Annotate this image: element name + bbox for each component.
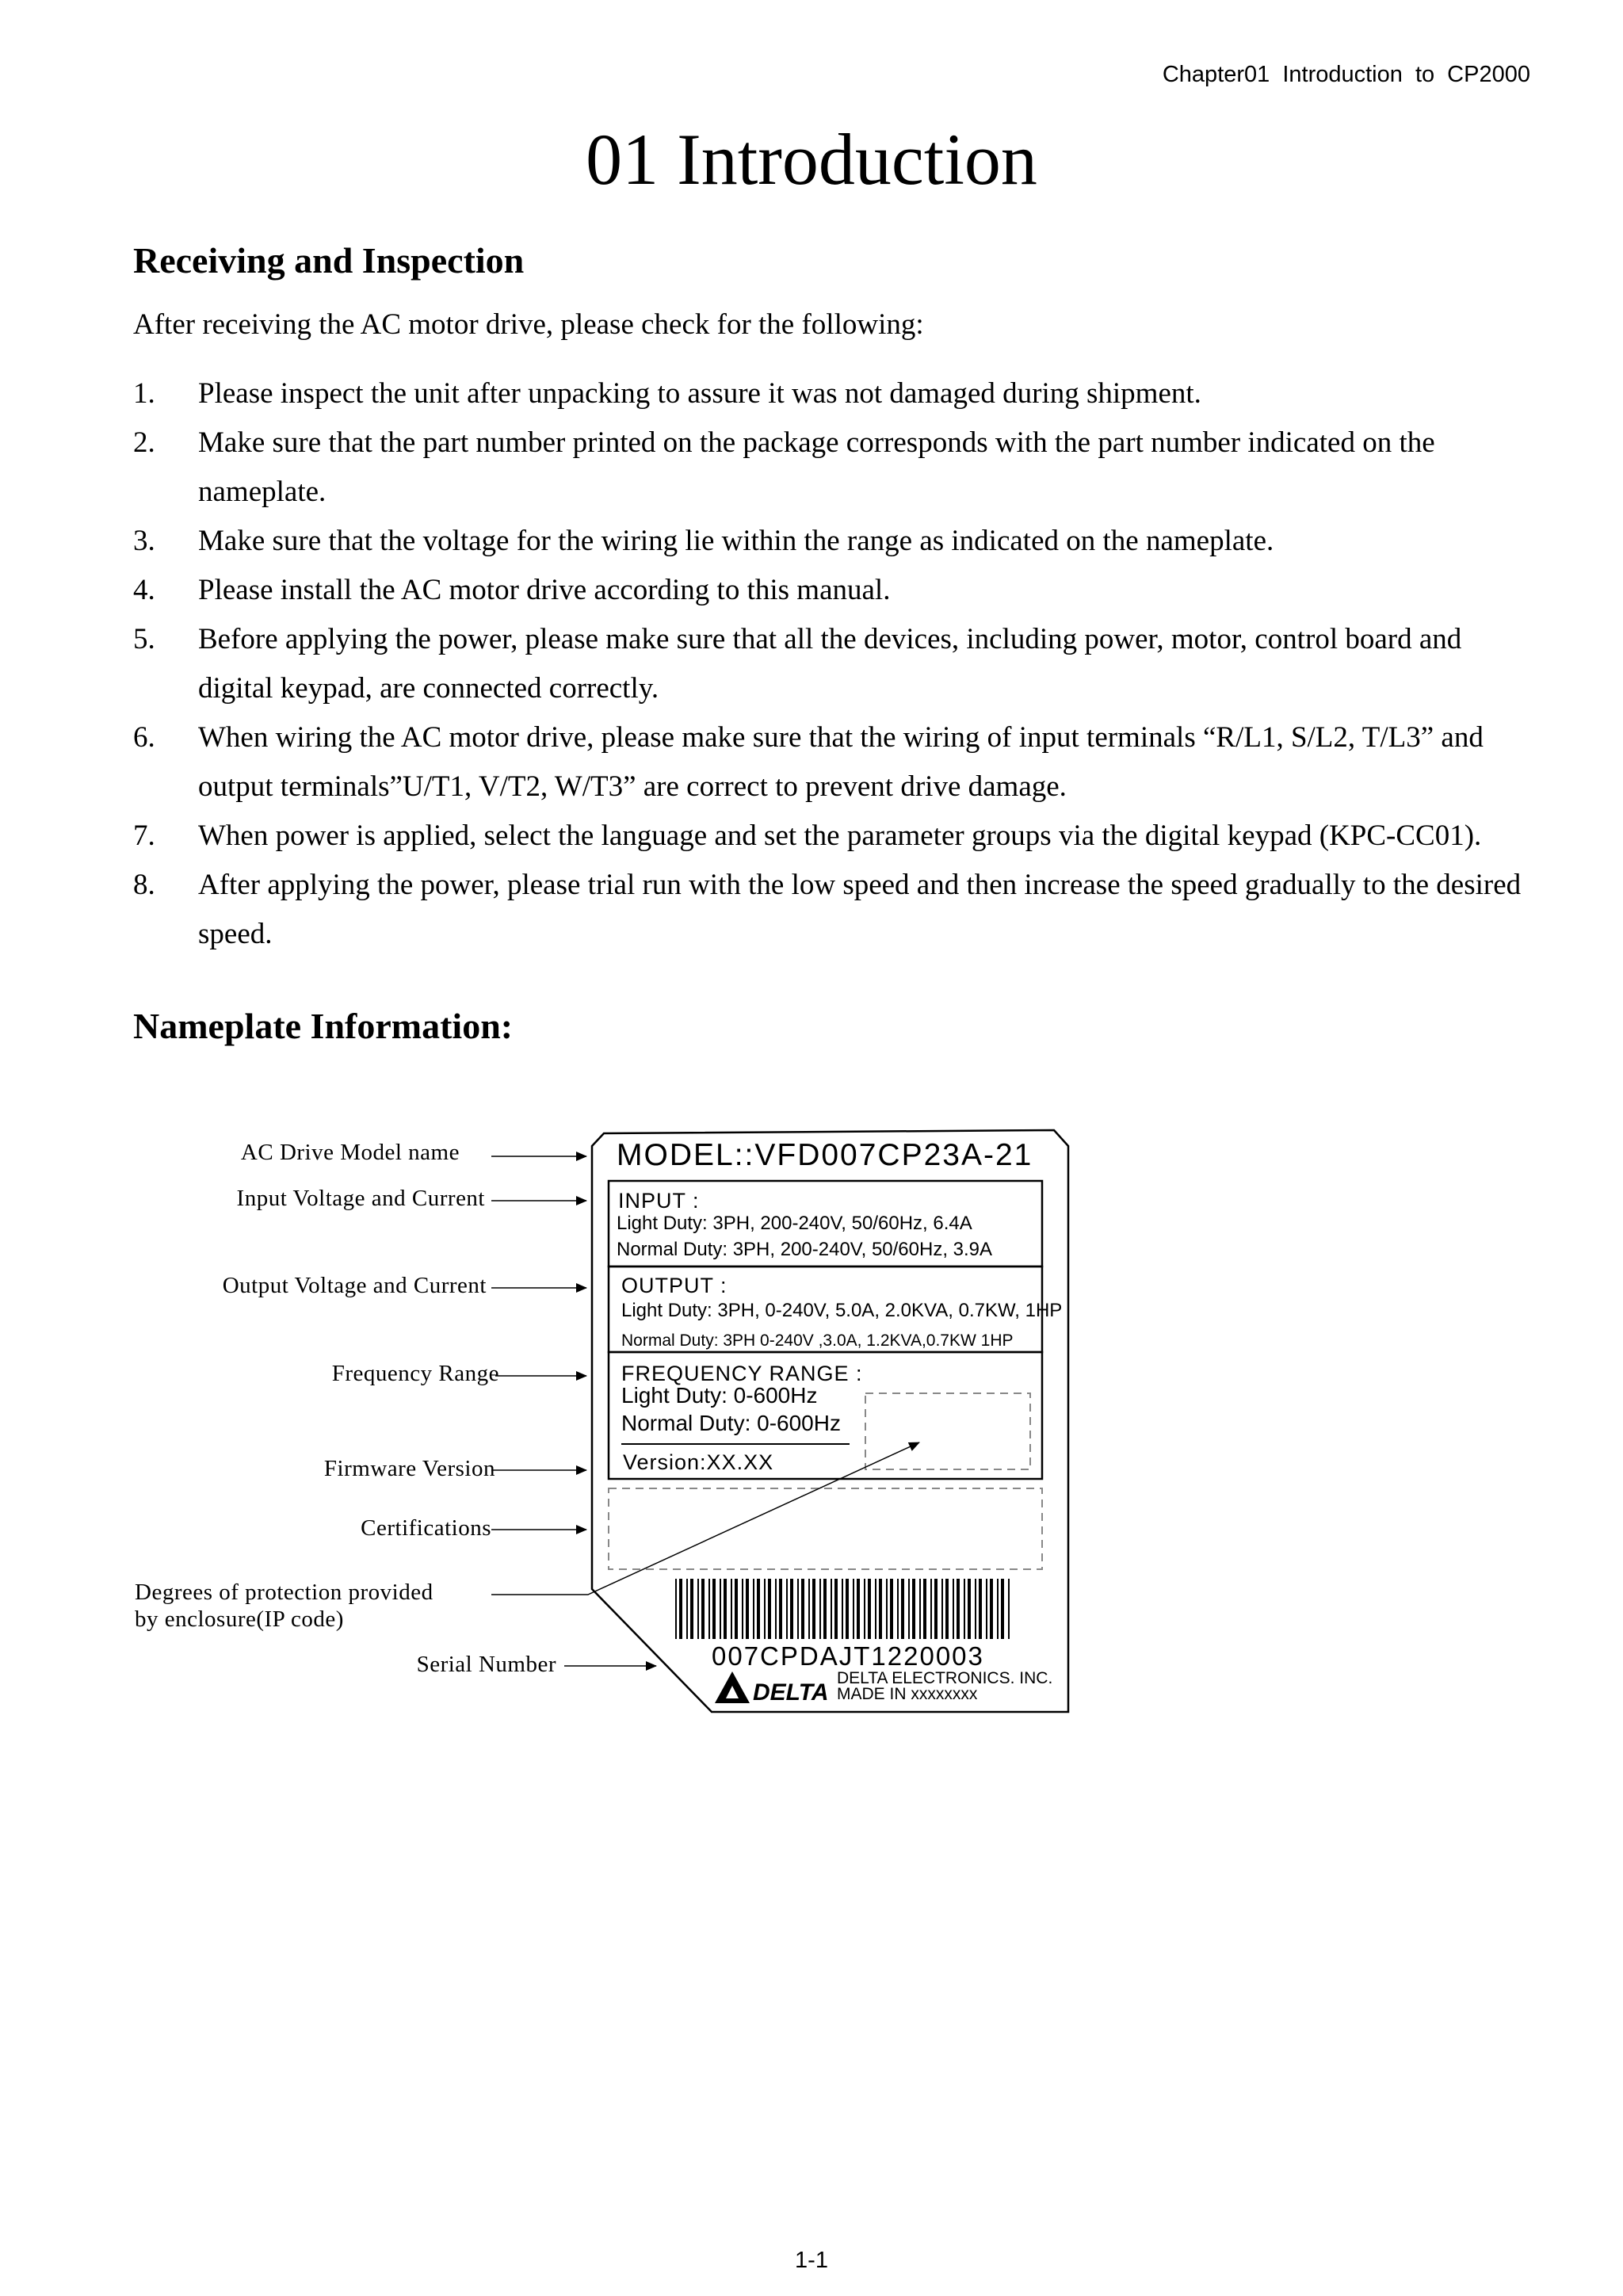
- label-output-normal-duty: Normal Duty: 3PH 0-240V ,3.0A, 1.2KVA,0.7KW 1HP: [621, 1331, 1014, 1350]
- callout-protection-line1: Degrees of protection provided: [135, 1580, 433, 1605]
- label-output-light-duty: Light Duty: 3PH, 0-240V, 5.0A, 2.0KVA, 0.7KW, 1HP: [621, 1300, 1063, 1321]
- label-input-light-duty: Light Duty: 3PH, 200-240V, 50/60Hz, 6.4A: [617, 1213, 972, 1234]
- label-frequency-light-duty: Light Duty: 0-600Hz: [621, 1383, 818, 1408]
- checklist-number: 6.: [133, 721, 155, 754]
- ip-code-area: [865, 1393, 1030, 1469]
- checklist-number: 3.: [133, 525, 155, 557]
- label-input-title: INPUT :: [618, 1189, 700, 1213]
- callout-serial: Serial Number: [416, 1652, 556, 1677]
- page-number: 1-1: [795, 2248, 828, 2273]
- checklist-text: Make sure that the voltage for the wiring lie within the range as indicated on the nameplate.: [198, 525, 1274, 557]
- checklist-number: 4.: [133, 574, 155, 606]
- label-input-normal-duty: Normal Duty: 3PH, 200-240V, 50/60Hz, 3.9A: [617, 1239, 993, 1260]
- checklist-number: 2.: [133, 426, 155, 459]
- checklist-text: Before applying the power, please make sure that all the devices, including power, motor, control board and digital keypad, are connected correctly.: [198, 623, 1462, 705]
- nameplate-heading: Nameplate Information:: [133, 1006, 514, 1046]
- callout-protection-line2: by enclosure(IP code): [135, 1606, 344, 1632]
- label-output-title: OUTPUT :: [621, 1274, 727, 1297]
- label-serial-number: 007CPDAJT1220003: [712, 1641, 984, 1671]
- delta-logo-icon: [712, 1668, 831, 1706]
- checklist-text: When wiring the AC motor drive, please make sure that the wiring of input terminals “R/L1, S/L2, T/L3” and output terminals”U/T1, V/T2, W/T3” are correct to prevent drive damage.: [198, 721, 1484, 803]
- label-frequency-title: FREQUENCY RANGE :: [621, 1362, 863, 1385]
- receiving-inspection-heading: Receiving and Inspection: [133, 240, 525, 281]
- checklist-number: 5.: [133, 623, 155, 655]
- callout-firmware: Firmware Version: [323, 1456, 495, 1481]
- label-frequency-normal-duty: Normal Duty: 0-600Hz: [621, 1411, 841, 1435]
- label-made-in: MADE IN xxxxxxxx: [837, 1685, 978, 1703]
- checklist-text: Please inspect the unit after unpacking to assure it was not damaged during shipment.: [198, 377, 1201, 410]
- checklist-text: Make sure that the part number printed on the package corresponds with the part number indicated on the nameplate.: [198, 426, 1435, 508]
- callout-protection: [135, 1579, 433, 1633]
- callout-frequency: Frequency Range: [331, 1361, 499, 1386]
- checklist-text: Please install the AC motor drive according to this manual.: [198, 574, 891, 606]
- page-title: 01 Introduction: [586, 119, 1037, 200]
- checklist-text: After applying the power, please trial run with the low speed and then increase the speed gradually to the desired speed.: [198, 869, 1522, 950]
- callout-model-name: AC Drive Model name: [240, 1140, 460, 1165]
- label-model: MODEL::VFD007CP23A-21: [617, 1138, 1033, 1172]
- label-company: DELTA ELECTRONICS. INC.: [837, 1669, 1053, 1687]
- certifications-area: [609, 1488, 1042, 1569]
- chapter-header: Chapter01 Introduction to CP2000: [1162, 62, 1530, 87]
- barcode: [675, 1579, 1010, 1639]
- checklist-number: 7.: [133, 819, 155, 852]
- checklist-number: 8.: [133, 869, 155, 901]
- receiving-intro: After receiving the AC motor drive, please check for the following:: [133, 308, 924, 341]
- checklist-number: 1.: [133, 377, 155, 410]
- callout-input: Input Voltage and Current: [236, 1186, 485, 1211]
- callout-output: Output Voltage and Current: [222, 1273, 487, 1298]
- delta-logo-text: DELTA: [753, 1679, 829, 1706]
- checklist-text: When power is applied, select the language and set the parameter groups via the digital keypad (KPC-CC01).: [198, 819, 1482, 852]
- callout-certifications: Certifications: [361, 1515, 491, 1541]
- label-version: Version:XX.XX: [623, 1450, 774, 1474]
